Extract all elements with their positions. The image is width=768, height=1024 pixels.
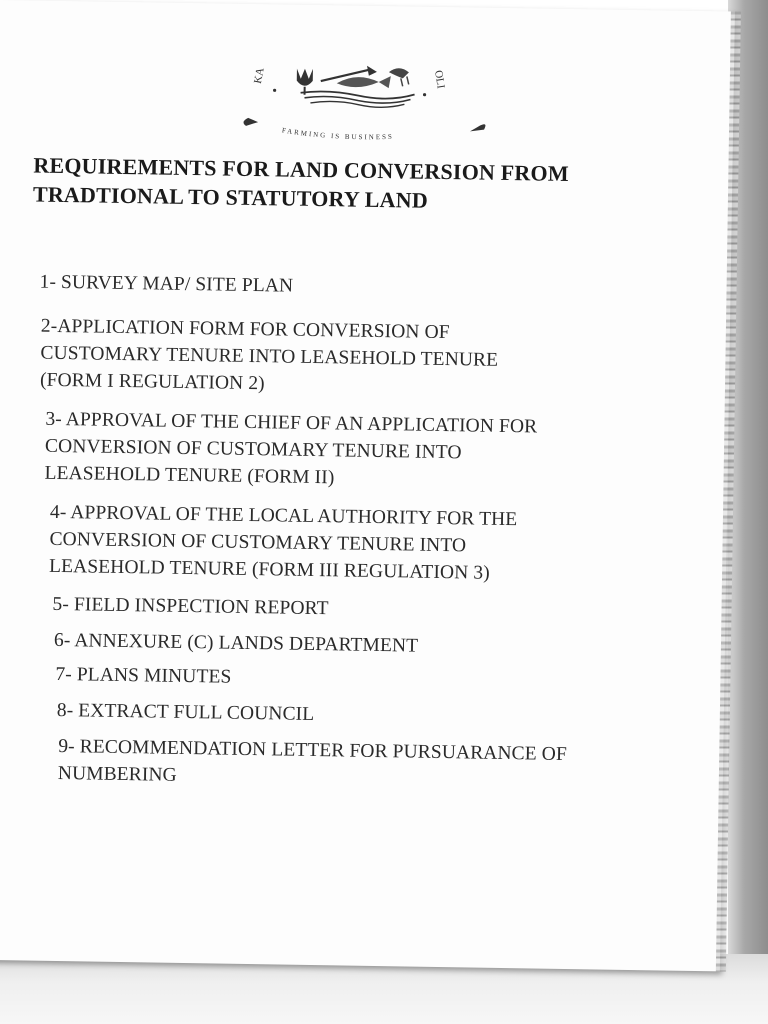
title-line: REQUIREMENTS FOR LAND CONVERSION FROM (33, 152, 569, 186)
list-item-line: 8- EXTRACT FULL COUNCIL (56, 699, 315, 726)
list-item (40, 313, 499, 401)
list-item-line: LEASEHOLD TENURE (FORM III REGULATION 3) (48, 555, 490, 584)
list-item-line: CUSTOMARY TENURE INTO LEASEHOLD TENURE (40, 342, 499, 371)
logo-motto: FARMING IS BUSINESS (281, 126, 395, 142)
list-item-line: CONVERSION OF CUSTOMARY TENURE INTO (44, 435, 462, 464)
list-item-line: 2-APPLICATION FORM FOR CONVERSION OF (40, 315, 450, 344)
list-item-line: 3- APPROVAL OF THE CHIEF OF AN APPLICATION FOR (45, 408, 538, 438)
list-item-line: CONVERSION OF CUSTOMARY TENURE INTO (49, 528, 467, 557)
list-item-line: LEASEHOLD TENURE (FORM II) (44, 462, 335, 489)
logo-text-left: KA (251, 66, 267, 85)
list-item (58, 733, 567, 795)
list-item (39, 269, 293, 300)
list-item-line: 9- RECOMMENDATION LETTER FOR PURSUARANCE OF (58, 736, 568, 765)
list-item-line: 7- PLANS MINUTES (55, 663, 232, 688)
list-item (44, 406, 537, 495)
list-item (52, 591, 328, 622)
title-line: TRADTIONAL TO STATUTORY LAND (32, 181, 429, 213)
list-item (55, 661, 231, 691)
list-item (49, 499, 518, 587)
list-item-line: 6- ANNEXURE (C) LANDS DEPARTMENT (53, 629, 419, 657)
list-item (57, 697, 315, 728)
list-item-line: NUMBERING (57, 763, 178, 786)
list-item (54, 627, 419, 660)
logo-text-right: OLI (431, 69, 447, 90)
list-item-line: 1- SURVEY MAP/ SITE PLAN (39, 271, 294, 297)
list-item-line: (FORM I REGULATION 2) (39, 369, 265, 395)
list-item-line: 5- FIELD INSPECTION REPORT (52, 593, 329, 620)
list-item-line: 4- APPROVAL OF THE LOCAL AUTHORITY FOR THE (49, 501, 518, 531)
